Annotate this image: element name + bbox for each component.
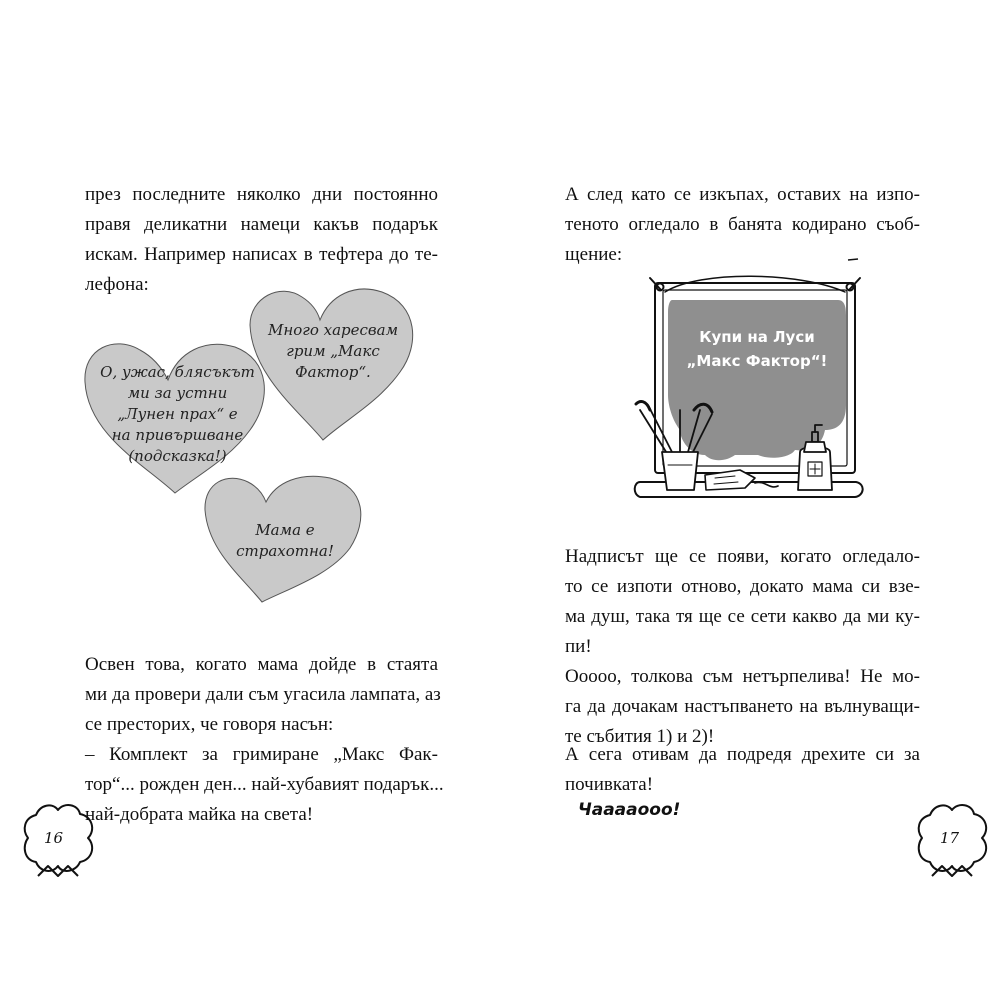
text-line: най-добрата майка на света! [85, 804, 314, 825]
text-line: ми да провери дали съм угасила лампата, аз [85, 684, 441, 705]
text-line: тор“... рожден ден... най-хубавият подарък... [85, 774, 444, 795]
text-line: Ооооо, толкова съм нетърпелива! Не мо- [565, 666, 920, 687]
text-line: теното огледало в банята кодирано съоб- [565, 214, 920, 235]
text-line: през последните няколко дни постоянно [85, 184, 438, 205]
heart-text-line: (подсказка!) [128, 447, 227, 465]
text-line: А сега отивам да подредя дрехите си за [565, 744, 920, 765]
page-number-right: 17 [940, 829, 960, 847]
text-line: почивката! [565, 774, 654, 795]
heart-text-line: „Лунен прах“ е [117, 405, 238, 423]
left-paragraph-1 [85, 180, 438, 300]
text-line: правя деликатни намеци какъв подарък [85, 214, 438, 235]
left-paragraph-2 [85, 650, 444, 830]
text-line: искам. Например написах в тефтера до те- [85, 244, 438, 265]
heart-text-line: Мама е [255, 521, 315, 539]
heart-note-1-text [95, 362, 260, 467]
mirror-message [668, 325, 846, 373]
right-paragraph-4 [565, 740, 920, 800]
right-paragraph-2 [565, 542, 920, 662]
right-paragraph-3 [565, 662, 920, 752]
text-line: щение: [565, 244, 623, 265]
text-line: лефона: [85, 274, 149, 295]
text-line: те събития 1) и 2)! [565, 726, 715, 747]
heart-text-line: ми за устни [127, 384, 228, 402]
heart-text-line: Много харесвам [267, 321, 399, 339]
text-line: – Комплект за гримиране „Макс Фак- [85, 744, 438, 765]
right-paragraph-1 [565, 180, 920, 270]
heart-text-line: О, ужас, блясъкът [100, 363, 255, 381]
text-line: га да дочакам настъпването на вълнуващи- [565, 696, 920, 717]
heart-text-line: на привършване [111, 426, 244, 444]
text-line: А след като се изкъпах, оставих на изпо- [565, 184, 920, 205]
text-line: Освен това, когато мама дойде в стаята [85, 654, 438, 675]
heart-text-line: страхотна! [236, 542, 334, 560]
text-line: се престорих, че говоря насън: [85, 714, 334, 735]
text-line: то се изпоти отново, докато мама си взе- [565, 576, 920, 597]
heart-note-2-text [258, 320, 408, 383]
text-line: Надписът ще се появи, когато огледало- [565, 546, 920, 567]
mirror-message-line: „Макс Фактор“! [686, 352, 828, 370]
page-number-left: 16 [44, 829, 64, 847]
text-line: ма душ, така тя ще се сети какво да ми ку- [565, 606, 920, 627]
heart-text-line: грим „Макс [286, 342, 380, 360]
text-line: пи! [565, 636, 592, 657]
sign-off: Чааааооо! [578, 800, 681, 820]
heart-text-line: Фактор“. [295, 363, 371, 381]
mirror-message-line: Купи на Луси [699, 328, 815, 346]
heart-note-3-text [215, 520, 355, 562]
